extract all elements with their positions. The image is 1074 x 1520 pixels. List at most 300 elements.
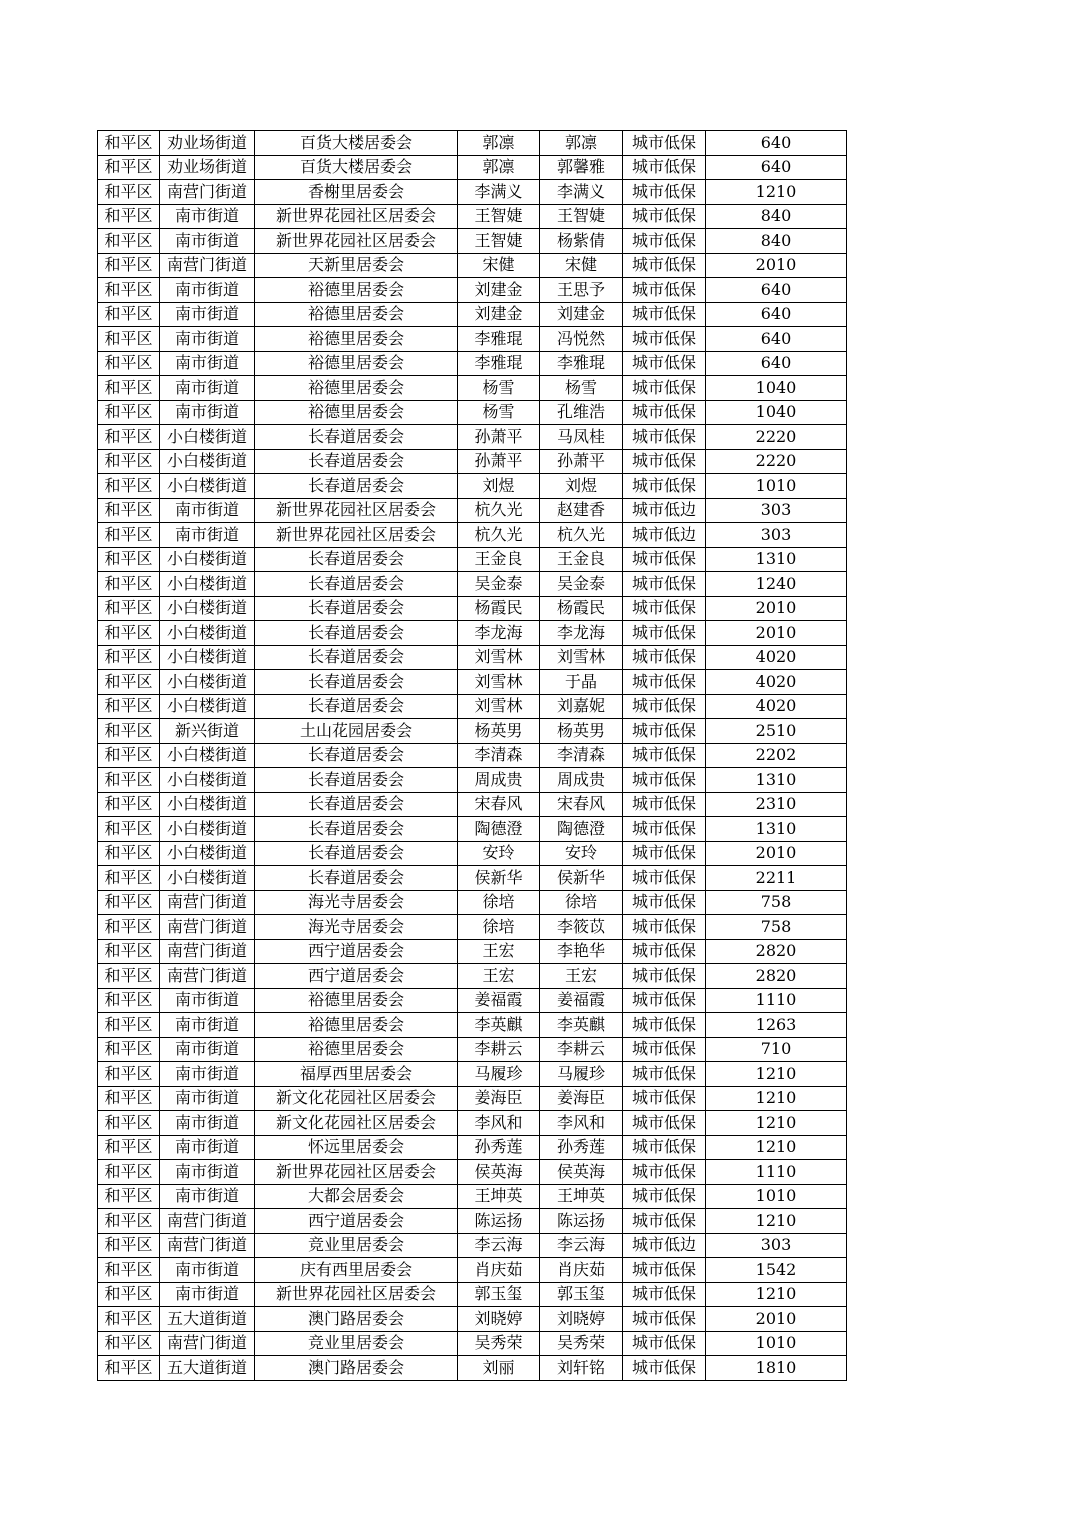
assistance-type-cell: 城市低保 [623, 1209, 706, 1234]
assistance-type-cell: 城市低保 [623, 1307, 706, 1332]
amount-cell: 2010 [706, 253, 847, 278]
district-cell: 和平区 [98, 1013, 160, 1038]
committee-cell: 长春道居委会 [255, 743, 458, 768]
district-cell: 和平区 [98, 1209, 160, 1234]
district-cell: 和平区 [98, 621, 160, 646]
committee-cell: 百货大楼居委会 [255, 155, 458, 180]
table-row [98, 229, 847, 254]
table-row [98, 1086, 847, 1111]
street-cell: 南市街道 [160, 1282, 255, 1307]
amount-cell: 840 [706, 229, 847, 254]
applicant-cell: 刘建金 [458, 278, 540, 303]
applicant-cell: 孙萧平 [458, 425, 540, 450]
amount-cell: 1542 [706, 1258, 847, 1283]
committee-cell: 西宁道居委会 [255, 1209, 458, 1234]
district-cell: 和平区 [98, 180, 160, 205]
table-row [98, 572, 847, 597]
applicant-cell: 李满义 [458, 180, 540, 205]
assistance-type-cell: 城市低保 [623, 449, 706, 474]
assistance-type-cell: 城市低保 [623, 400, 706, 425]
table-row [98, 670, 847, 695]
table-row [98, 498, 847, 523]
member-cell: 王思予 [540, 278, 623, 303]
street-cell: 南市街道 [160, 351, 255, 376]
applicant-cell: 周成贵 [458, 768, 540, 793]
table-row [98, 449, 847, 474]
table-row [98, 1233, 847, 1258]
member-cell: 吴秀荣 [540, 1331, 623, 1356]
amount-cell: 840 [706, 204, 847, 229]
amount-cell: 2820 [706, 964, 847, 989]
district-cell: 和平区 [98, 572, 160, 597]
applicant-cell: 刘雪林 [458, 645, 540, 670]
applicant-cell: 吴秀荣 [458, 1331, 540, 1356]
street-cell: 小白楼街道 [160, 792, 255, 817]
table-row [98, 547, 847, 572]
applicant-cell: 侯英海 [458, 1160, 540, 1185]
amount-cell: 1310 [706, 768, 847, 793]
committee-cell: 裕德里居委会 [255, 376, 458, 401]
amount-cell: 1210 [706, 1111, 847, 1136]
street-cell: 南市街道 [160, 1135, 255, 1160]
assistance-type-cell: 城市低保 [623, 915, 706, 940]
table-row [98, 1258, 847, 1283]
committee-cell: 澳门路居委会 [255, 1356, 458, 1381]
street-cell: 南市街道 [160, 229, 255, 254]
table-row [98, 155, 847, 180]
committee-cell: 竞业里居委会 [255, 1331, 458, 1356]
member-cell: 孔维浩 [540, 400, 623, 425]
member-cell: 李雅琨 [540, 351, 623, 376]
district-cell: 和平区 [98, 229, 160, 254]
committee-cell: 大都会居委会 [255, 1184, 458, 1209]
district-cell: 和平区 [98, 1111, 160, 1136]
street-cell: 小白楼街道 [160, 670, 255, 695]
district-cell: 和平区 [98, 743, 160, 768]
assistance-type-cell: 城市低保 [623, 155, 706, 180]
assistance-type-cell: 城市低保 [623, 792, 706, 817]
table-row [98, 278, 847, 303]
amount-cell: 1310 [706, 547, 847, 572]
member-cell: 孙萧平 [540, 449, 623, 474]
committee-cell: 长春道居委会 [255, 572, 458, 597]
applicant-cell: 李雅琨 [458, 327, 540, 352]
member-cell: 姜海臣 [540, 1086, 623, 1111]
amount-cell: 1040 [706, 376, 847, 401]
member-cell: 孙秀莲 [540, 1135, 623, 1160]
district-cell: 和平区 [98, 131, 160, 156]
applicant-cell: 李清森 [458, 743, 540, 768]
applicant-cell: 杨英男 [458, 719, 540, 744]
table-row [98, 1356, 847, 1381]
table-row [98, 988, 847, 1013]
committee-cell: 长春道居委会 [255, 670, 458, 695]
district-cell: 和平区 [98, 694, 160, 719]
assistance-type-cell: 城市低保 [623, 376, 706, 401]
applicant-cell: 郭玉玺 [458, 1282, 540, 1307]
district-cell: 和平区 [98, 1307, 160, 1332]
street-cell: 南营门街道 [160, 964, 255, 989]
amount-cell: 1210 [706, 180, 847, 205]
committee-cell: 新世界花园社区居委会 [255, 1160, 458, 1185]
amount-cell: 1210 [706, 1209, 847, 1234]
table-row [98, 1282, 847, 1307]
member-cell: 姜福霞 [540, 988, 623, 1013]
amount-cell: 640 [706, 278, 847, 303]
district-cell: 和平区 [98, 939, 160, 964]
applicant-cell: 杭久光 [458, 498, 540, 523]
applicant-cell: 杨雪 [458, 400, 540, 425]
assistance-type-cell: 城市低保 [623, 327, 706, 352]
table-row [98, 1184, 847, 1209]
assistance-type-cell: 城市低保 [623, 278, 706, 303]
assistance-type-cell: 城市低保 [623, 1356, 706, 1381]
committee-cell: 新世界花园社区居委会 [255, 523, 458, 548]
applicant-cell: 王金良 [458, 547, 540, 572]
assistance-type-cell: 城市低保 [623, 719, 706, 744]
table-row [98, 1013, 847, 1038]
table-row [98, 1062, 847, 1087]
applicant-cell: 李风和 [458, 1111, 540, 1136]
street-cell: 劝业场街道 [160, 155, 255, 180]
assistance-type-cell: 城市低保 [623, 988, 706, 1013]
street-cell: 小白楼街道 [160, 425, 255, 450]
committee-cell: 裕德里居委会 [255, 302, 458, 327]
amount-cell: 4020 [706, 694, 847, 719]
member-cell: 刘雪林 [540, 645, 623, 670]
district-cell: 和平区 [98, 645, 160, 670]
amount-cell: 2010 [706, 596, 847, 621]
committee-cell: 裕德里居委会 [255, 327, 458, 352]
district-cell: 和平区 [98, 474, 160, 499]
assistance-type-cell: 城市低保 [623, 253, 706, 278]
assistance-type-cell: 城市低保 [623, 743, 706, 768]
district-cell: 和平区 [98, 719, 160, 744]
assistance-type-cell: 城市低保 [623, 1013, 706, 1038]
amount-cell: 4020 [706, 645, 847, 670]
street-cell: 南市街道 [160, 988, 255, 1013]
table-row [98, 743, 847, 768]
amount-cell: 758 [706, 890, 847, 915]
applicant-cell: 李耕云 [458, 1037, 540, 1062]
applicant-cell: 郭凛 [458, 131, 540, 156]
applicant-cell: 宋健 [458, 253, 540, 278]
amount-cell: 1310 [706, 817, 847, 842]
committee-cell: 长春道居委会 [255, 474, 458, 499]
street-cell: 小白楼街道 [160, 645, 255, 670]
member-cell: 王宏 [540, 964, 623, 989]
amount-cell: 2820 [706, 939, 847, 964]
table-row [98, 841, 847, 866]
table-row [98, 1209, 847, 1234]
amount-cell: 2310 [706, 792, 847, 817]
district-cell: 和平区 [98, 327, 160, 352]
applicant-cell: 姜福霞 [458, 988, 540, 1013]
assistance-type-cell: 城市低保 [623, 1184, 706, 1209]
street-cell: 南营门街道 [160, 1331, 255, 1356]
street-cell: 南营门街道 [160, 1209, 255, 1234]
amount-cell: 640 [706, 327, 847, 352]
committee-cell: 长春道居委会 [255, 425, 458, 450]
applicant-cell: 徐培 [458, 915, 540, 940]
assistance-type-cell: 城市低保 [623, 351, 706, 376]
member-cell: 肖庆茹 [540, 1258, 623, 1283]
table-row [98, 1160, 847, 1185]
applicant-cell: 肖庆茹 [458, 1258, 540, 1283]
street-cell: 南营门街道 [160, 915, 255, 940]
district-cell: 和平区 [98, 890, 160, 915]
committee-cell: 长春道居委会 [255, 768, 458, 793]
committee-cell: 海光寺居委会 [255, 915, 458, 940]
table-row [98, 1037, 847, 1062]
member-cell: 李艳华 [540, 939, 623, 964]
committee-cell: 裕德里居委会 [255, 278, 458, 303]
table-row [98, 474, 847, 499]
amount-cell: 4020 [706, 670, 847, 695]
amount-cell: 2010 [706, 1307, 847, 1332]
district-cell: 和平区 [98, 1258, 160, 1283]
amount-cell: 1210 [706, 1135, 847, 1160]
amount-cell: 640 [706, 351, 847, 376]
street-cell: 小白楼街道 [160, 866, 255, 891]
district-cell: 和平区 [98, 1135, 160, 1160]
assistance-type-cell: 城市低保 [623, 817, 706, 842]
committee-cell: 庆有西里居委会 [255, 1258, 458, 1283]
table-row [98, 1331, 847, 1356]
member-cell: 刘煜 [540, 474, 623, 499]
committee-cell: 海光寺居委会 [255, 890, 458, 915]
table-row [98, 817, 847, 842]
member-cell: 杨紫倩 [540, 229, 623, 254]
street-cell: 小白楼街道 [160, 474, 255, 499]
district-cell: 和平区 [98, 1086, 160, 1111]
district-cell: 和平区 [98, 596, 160, 621]
amount-cell: 2220 [706, 449, 847, 474]
amount-cell: 2510 [706, 719, 847, 744]
committee-cell: 香榭里居委会 [255, 180, 458, 205]
assistance-type-cell: 城市低保 [623, 1135, 706, 1160]
table-row [98, 719, 847, 744]
committee-cell: 百货大楼居委会 [255, 131, 458, 156]
table-row [98, 964, 847, 989]
amount-cell: 303 [706, 523, 847, 548]
street-cell: 南市街道 [160, 498, 255, 523]
street-cell: 南营门街道 [160, 1233, 255, 1258]
assistance-type-cell: 城市低保 [623, 670, 706, 695]
member-cell: 郭玉玺 [540, 1282, 623, 1307]
applicant-cell: 马履珍 [458, 1062, 540, 1087]
member-cell: 郭凛 [540, 131, 623, 156]
amount-cell: 1810 [706, 1356, 847, 1381]
district-cell: 和平区 [98, 1160, 160, 1185]
committee-cell: 新文化花园社区居委会 [255, 1086, 458, 1111]
committee-cell: 澳门路居委会 [255, 1307, 458, 1332]
member-cell: 刘嘉妮 [540, 694, 623, 719]
amount-cell: 640 [706, 302, 847, 327]
district-cell: 和平区 [98, 915, 160, 940]
applicant-cell: 李龙海 [458, 621, 540, 646]
applicant-cell: 刘雪林 [458, 694, 540, 719]
assistance-type-cell: 城市低保 [623, 180, 706, 205]
amount-cell: 640 [706, 131, 847, 156]
assistance-type-cell: 城市低保 [623, 645, 706, 670]
amount-cell: 1240 [706, 572, 847, 597]
district-cell: 和平区 [98, 376, 160, 401]
assistance-type-cell: 城市低保 [623, 841, 706, 866]
member-cell: 李筱苡 [540, 915, 623, 940]
committee-cell: 土山花园居委会 [255, 719, 458, 744]
assistance-type-cell: 城市低保 [623, 1160, 706, 1185]
street-cell: 南市街道 [160, 1111, 255, 1136]
assistance-type-cell: 城市低保 [623, 547, 706, 572]
district-cell: 和平区 [98, 988, 160, 1013]
member-cell: 杨英男 [540, 719, 623, 744]
committee-cell: 天新里居委会 [255, 253, 458, 278]
table-body [98, 131, 847, 1381]
member-cell: 冯悦然 [540, 327, 623, 352]
committee-cell: 长春道居委会 [255, 841, 458, 866]
assistance-type-cell: 城市低保 [623, 621, 706, 646]
applicant-cell: 侯新华 [458, 866, 540, 891]
street-cell: 小白楼街道 [160, 768, 255, 793]
committee-cell: 长春道居委会 [255, 866, 458, 891]
assistance-type-cell: 城市低保 [623, 694, 706, 719]
member-cell: 李英麒 [540, 1013, 623, 1038]
street-cell: 南市街道 [160, 1160, 255, 1185]
member-cell: 郭馨雅 [540, 155, 623, 180]
street-cell: 小白楼街道 [160, 694, 255, 719]
table-row [98, 302, 847, 327]
table-row [98, 204, 847, 229]
applicant-cell: 刘晓婷 [458, 1307, 540, 1332]
member-cell: 马凤桂 [540, 425, 623, 450]
amount-cell: 1010 [706, 1331, 847, 1356]
committee-cell: 西宁道居委会 [255, 939, 458, 964]
assistance-type-cell: 城市低边 [623, 523, 706, 548]
committee-cell: 长春道居委会 [255, 449, 458, 474]
street-cell: 南市街道 [160, 523, 255, 548]
table-row [98, 645, 847, 670]
assistance-type-cell: 城市低保 [623, 572, 706, 597]
amount-cell: 2010 [706, 841, 847, 866]
member-cell: 李风和 [540, 1111, 623, 1136]
street-cell: 小白楼街道 [160, 841, 255, 866]
table-row [98, 523, 847, 548]
amount-cell: 710 [706, 1037, 847, 1062]
committee-cell: 长春道居委会 [255, 792, 458, 817]
amount-cell: 1010 [706, 1184, 847, 1209]
committee-cell: 新世界花园社区居委会 [255, 498, 458, 523]
amount-cell: 2202 [706, 743, 847, 768]
committee-cell: 竞业里居委会 [255, 1233, 458, 1258]
table-row [98, 621, 847, 646]
committee-cell: 新世界花园社区居委会 [255, 204, 458, 229]
street-cell: 南市街道 [160, 376, 255, 401]
district-cell: 和平区 [98, 1356, 160, 1381]
applicant-cell: 王坤英 [458, 1184, 540, 1209]
district-cell: 和平区 [98, 1233, 160, 1258]
table-row [98, 1135, 847, 1160]
committee-cell: 裕德里居委会 [255, 988, 458, 1013]
amount-cell: 1210 [706, 1282, 847, 1307]
district-cell: 和平区 [98, 792, 160, 817]
committee-cell: 长春道居委会 [255, 645, 458, 670]
table-row [98, 425, 847, 450]
member-cell: 李云海 [540, 1233, 623, 1258]
committee-cell: 怀远里居委会 [255, 1135, 458, 1160]
amount-cell: 1010 [706, 474, 847, 499]
district-cell: 和平区 [98, 523, 160, 548]
street-cell: 南市街道 [160, 1258, 255, 1283]
street-cell: 五大道街道 [160, 1356, 255, 1381]
street-cell: 五大道街道 [160, 1307, 255, 1332]
district-cell: 和平区 [98, 498, 160, 523]
table-row [98, 131, 847, 156]
applicant-cell: 王智婕 [458, 229, 540, 254]
assistance-type-cell: 城市低保 [623, 1331, 706, 1356]
applicant-cell: 王智婕 [458, 204, 540, 229]
applicant-cell: 徐培 [458, 890, 540, 915]
street-cell: 南营门街道 [160, 180, 255, 205]
street-cell: 南市街道 [160, 327, 255, 352]
committee-cell: 裕德里居委会 [255, 400, 458, 425]
assistance-type-cell: 城市低保 [623, 229, 706, 254]
table-row [98, 376, 847, 401]
table-row [98, 890, 847, 915]
district-cell: 和平区 [98, 253, 160, 278]
member-cell: 王坤英 [540, 1184, 623, 1209]
street-cell: 南营门街道 [160, 253, 255, 278]
applicant-cell: 姜海臣 [458, 1086, 540, 1111]
member-cell: 于晶 [540, 670, 623, 695]
street-cell: 南市街道 [160, 1184, 255, 1209]
street-cell: 小白楼街道 [160, 743, 255, 768]
district-cell: 和平区 [98, 1331, 160, 1356]
committee-cell: 新世界花园社区居委会 [255, 229, 458, 254]
member-cell: 徐培 [540, 890, 623, 915]
amount-cell: 758 [706, 915, 847, 940]
table-row [98, 939, 847, 964]
member-cell: 刘轩铭 [540, 1356, 623, 1381]
table-row [98, 400, 847, 425]
applicant-cell: 郭凛 [458, 155, 540, 180]
amount-cell: 640 [706, 155, 847, 180]
committee-cell: 长春道居委会 [255, 694, 458, 719]
table-row [98, 792, 847, 817]
street-cell: 小白楼街道 [160, 596, 255, 621]
committee-cell: 长春道居委会 [255, 621, 458, 646]
street-cell: 南市街道 [160, 1062, 255, 1087]
amount-cell: 1263 [706, 1013, 847, 1038]
assistance-type-cell: 城市低保 [623, 866, 706, 891]
street-cell: 小白楼街道 [160, 817, 255, 842]
member-cell: 安玲 [540, 841, 623, 866]
member-cell: 刘建金 [540, 302, 623, 327]
assistance-type-cell: 城市低保 [623, 596, 706, 621]
applicant-cell: 杭久光 [458, 523, 540, 548]
member-cell: 陈运扬 [540, 1209, 623, 1234]
street-cell: 新兴街道 [160, 719, 255, 744]
assistance-type-cell: 城市低保 [623, 890, 706, 915]
amount-cell: 303 [706, 498, 847, 523]
applicant-cell: 刘雪林 [458, 670, 540, 695]
assistance-type-cell: 城市低保 [623, 425, 706, 450]
committee-cell: 长春道居委会 [255, 596, 458, 621]
street-cell: 南市街道 [160, 204, 255, 229]
district-cell: 和平区 [98, 400, 160, 425]
committee-cell: 西宁道居委会 [255, 964, 458, 989]
applicant-cell: 李英麒 [458, 1013, 540, 1038]
